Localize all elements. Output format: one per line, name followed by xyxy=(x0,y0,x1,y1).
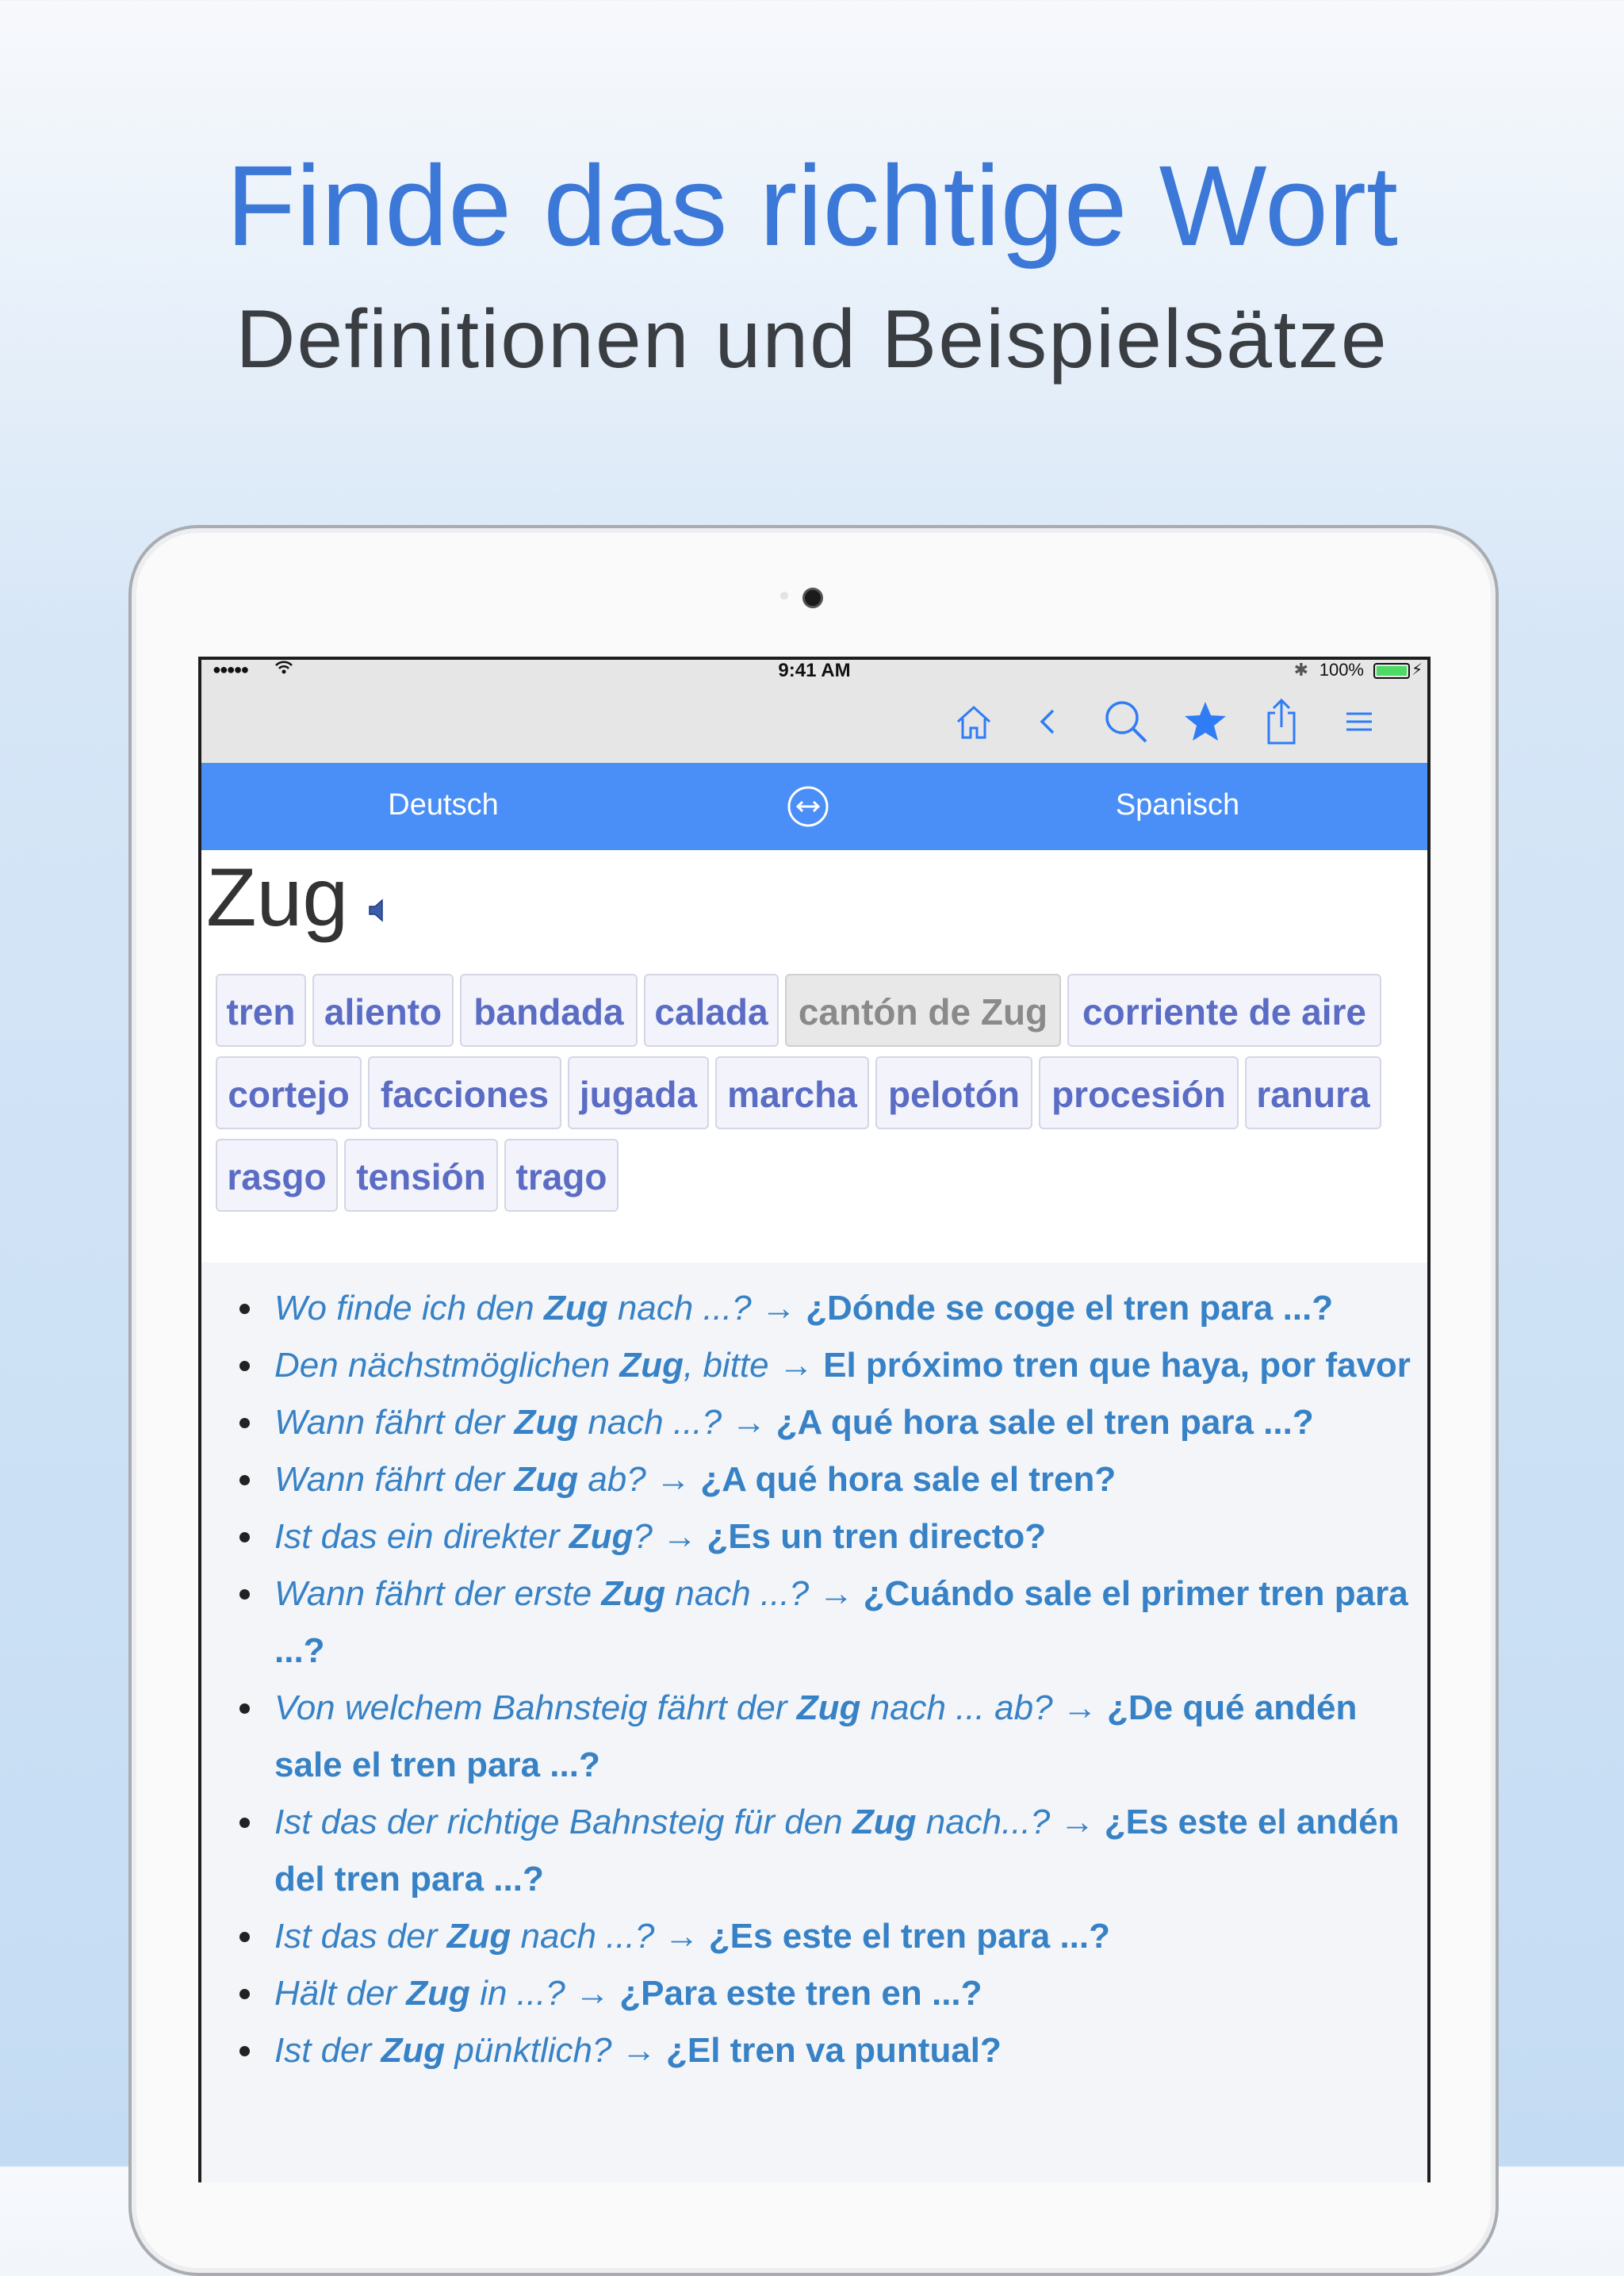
example-item[interactable]: Von welchem Bahnsteig fährt der Zug nach ... ab? → ¿De qué andén sale el tren para ...? xyxy=(201,1680,1427,1794)
source-language-button[interactable]: Deutsch xyxy=(388,788,499,822)
charging-icon: ⚡ xyxy=(1411,661,1423,679)
swap-languages-icon[interactable] xyxy=(787,785,829,828)
translation-chip[interactable]: pelotón xyxy=(875,1056,1032,1129)
example-item[interactable]: Wann fährt der erste Zug nach ...? → ¿Cuándo sale el primer tren para ...? xyxy=(201,1565,1427,1680)
translation-chip[interactable]: bandada xyxy=(460,974,638,1047)
example-item[interactable]: Hält der Zug in ...? → ¿Para este tren en ...? xyxy=(201,1965,1427,2022)
menu-icon[interactable] xyxy=(1334,696,1385,747)
example-item[interactable]: Wann fährt der Zug ab? → ¿A qué hora sale el tren? xyxy=(201,1451,1427,1508)
example-item[interactable]: Ist das ein direkter Zug? → ¿Es un tren directo? xyxy=(201,1508,1427,1565)
sensor-dot xyxy=(780,592,788,600)
example-sentences xyxy=(201,1263,1427,2182)
example-item[interactable]: Wann fährt der Zug nach ...? → ¿A qué hora sale el tren para ...? xyxy=(201,1394,1427,1451)
headword: Zug xyxy=(206,852,349,944)
translation-chip[interactable]: trago xyxy=(504,1139,619,1212)
translation-chip[interactable]: corriente de aire xyxy=(1067,974,1381,1047)
translation-chip[interactable]: tren xyxy=(216,974,306,1047)
example-list xyxy=(201,1280,1427,2079)
toolbar xyxy=(201,682,1427,763)
front-camera xyxy=(802,588,823,608)
translation-chip[interactable]: calada xyxy=(644,974,779,1047)
search-icon[interactable] xyxy=(1101,696,1151,747)
favorites-star-icon[interactable] xyxy=(1180,696,1231,747)
share-icon[interactable] xyxy=(1256,696,1307,747)
promo-subline: Definitionen und Beispielsätze xyxy=(236,293,1388,385)
target-language-button[interactable]: Spanisch xyxy=(1115,788,1240,822)
status-time: 9:41 AM xyxy=(778,660,851,681)
language-bar xyxy=(201,763,1427,850)
bluetooth-icon: ✱ xyxy=(1293,660,1308,680)
translation-chip[interactable]: tensión xyxy=(344,1139,498,1212)
example-item[interactable]: Ist das der Zug nach ...? → ¿Es este el tren para ...? xyxy=(201,1908,1427,1965)
translation-chip[interactable]: rasgo xyxy=(216,1139,338,1212)
translation-chip[interactable]: cortejo xyxy=(216,1056,362,1129)
signal-strength-icon: ●●●●● xyxy=(213,661,248,677)
translation-chip[interactable]: cantón de Zug xyxy=(785,974,1061,1047)
battery-percentage: 100% xyxy=(1319,660,1364,680)
entry-header xyxy=(206,850,390,945)
example-item[interactable]: Ist der Zug pünktlich? → ¿El tren va puntual? xyxy=(201,2022,1427,2079)
translation-chip[interactable]: ranura xyxy=(1245,1056,1381,1129)
translation-chip[interactable]: procesión xyxy=(1039,1056,1239,1129)
translation-chip[interactable]: jugada xyxy=(568,1056,709,1129)
battery-icon xyxy=(1373,663,1410,679)
translation-chip[interactable]: aliento xyxy=(312,974,454,1047)
back-icon[interactable] xyxy=(1023,696,1074,747)
home-icon[interactable] xyxy=(948,696,999,747)
promo-headline: Finde das richtige Wort xyxy=(226,142,1398,270)
example-item[interactable]: Den nächstmöglichen Zug, bitte → El próximo tren que haya, por favor xyxy=(201,1337,1427,1394)
example-item[interactable]: Wo finde ich den Zug nach ...? → ¿Dónde se coge el tren para ...? xyxy=(201,1280,1427,1337)
translation-chip[interactable]: marcha xyxy=(715,1056,869,1129)
status-bar xyxy=(201,660,1427,682)
app-screen xyxy=(198,657,1431,2182)
example-item[interactable]: Ist das der richtige Bahnsteig für den Zug nach...? → ¿Es este el andén del tren para ...? xyxy=(201,1794,1427,1908)
translation-chip[interactable]: facciones xyxy=(368,1056,561,1129)
speaker-icon[interactable] xyxy=(366,897,390,928)
